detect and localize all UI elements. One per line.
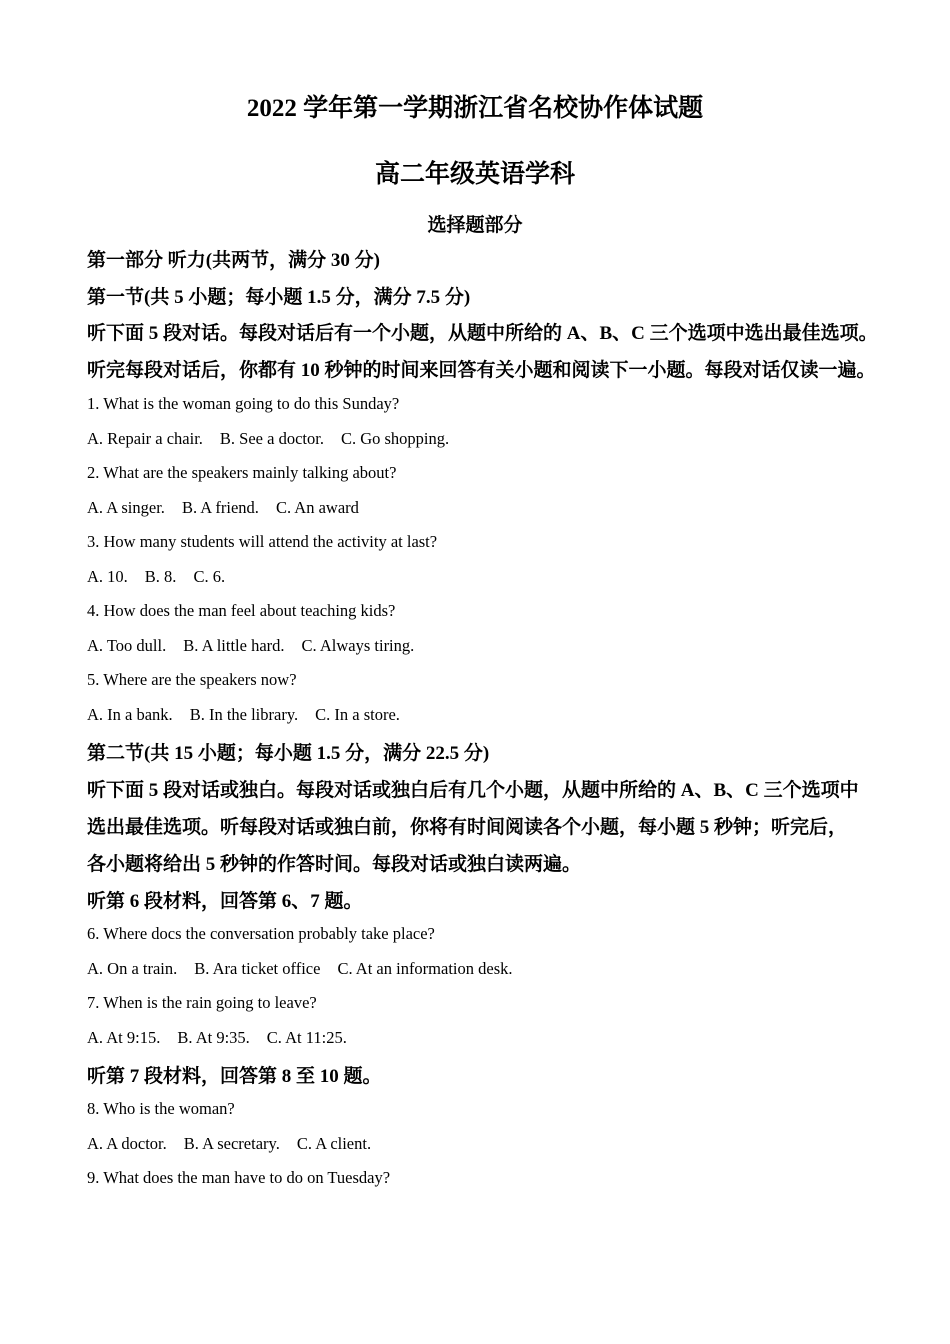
option-c: C. At 11:25.	[266, 1028, 347, 1047]
sec2-heading: 第二节(共 15 小题；每小题 1.5 分，满分 22.5 分)	[87, 743, 490, 764]
option-b: B. 8.	[144, 567, 177, 586]
exam-subtitle: 高二年级英语学科	[374, 161, 575, 188]
options-4	[87, 636, 414, 656]
sec1-instruction-1: 听下面 5 段对话。每段对话后有一个小题，从题中所给的 A、B、C 三个选项中选出最佳选项。	[87, 323, 878, 344]
part1-heading: 第一部分 听力(共两节，满分 30 分)	[87, 250, 380, 271]
option-b: B. A friend.	[181, 498, 259, 517]
options-3	[87, 567, 225, 587]
option-a: A. At 9:15.	[87, 1028, 161, 1047]
sec2-instruction-1: 听下面 5 段对话或独白。每段对话或独白后有几个小题，从题中所给的 A、B、C 三个选项中	[87, 780, 859, 801]
exam-title: 2022 学年第一学期浙江省名校协作体试题	[246, 95, 704, 122]
question-4: 4. How does the man feel about teaching kids?	[87, 601, 396, 620]
option-a: A. 10.	[87, 567, 128, 586]
sec2-instruction-3: 各小题将给出 5 秒钟的作答时间。每段对话或独白读两遍。	[87, 854, 582, 875]
sec1-instruction-2: 听完每段对话后，你都有 10 秒钟的时间来回答有关小题和阅读下一小题。每段对话仅读一遍。	[87, 360, 876, 381]
question-6: 6. Where docs the conversation probably take place?	[87, 924, 435, 943]
question-8: 8. Who is the woman?	[87, 1099, 235, 1118]
option-c: C. Always tiring.	[301, 636, 415, 655]
question-9: 9. What does the man have to do on Tuesday?	[87, 1168, 391, 1187]
question-7: 7. When is the rain going to leave?	[87, 993, 317, 1012]
options-6	[87, 959, 513, 979]
option-b: B. Ara ticket office	[194, 959, 321, 978]
option-b: B. A little hard.	[183, 636, 285, 655]
material-7-heading: 听第 7 段材料，回答第 8 至 10 题。	[87, 1066, 382, 1087]
options-8	[87, 1134, 371, 1154]
option-a: A. A doctor.	[87, 1134, 167, 1153]
option-c: C. A client.	[296, 1134, 372, 1153]
options-1	[87, 429, 449, 449]
options-7	[87, 1028, 347, 1048]
material-6-heading: 听第 6 段材料，回答第 6、7 题。	[87, 891, 363, 912]
sec1-heading: 第一节(共 5 小题；每小题 1.5 分，满分 7.5 分)	[87, 287, 471, 308]
options-2	[87, 498, 359, 518]
option-c: C. 6.	[193, 567, 226, 586]
options-5	[87, 705, 400, 725]
option-a: A. In a bank.	[87, 705, 173, 724]
option-a: A. A singer.	[87, 498, 165, 517]
option-c: C. In a store.	[315, 705, 400, 724]
question-2: 2. What are the speakers mainly talking about?	[87, 463, 397, 482]
sec2-instruction-2: 选出最佳选项。听每段对话或独白前，你将有时间阅读各个小题，每小题 5 秒钟；听完后，	[87, 817, 848, 838]
option-a: A. Repair a chair.	[87, 429, 203, 448]
question-1: 1. What is the woman going to do this Sunday?	[87, 394, 400, 413]
option-b: B. A secretary.	[183, 1134, 280, 1153]
question-5: 5. Where are the speakers now?	[87, 670, 297, 689]
option-c: C. Go shopping.	[340, 429, 450, 448]
section-title: 选择题部分	[427, 215, 523, 236]
option-c: C. At an information desk.	[337, 959, 513, 978]
option-a: A. Too dull.	[87, 636, 167, 655]
question-3: 3. How many students will attend the activity at last?	[87, 532, 438, 551]
option-b: B. See a doctor.	[219, 429, 324, 448]
option-b: B. At 9:35.	[177, 1028, 250, 1047]
option-a: A. On a train.	[87, 959, 178, 978]
option-c: C. An award	[275, 498, 359, 517]
option-b: B. In the library.	[189, 705, 299, 724]
